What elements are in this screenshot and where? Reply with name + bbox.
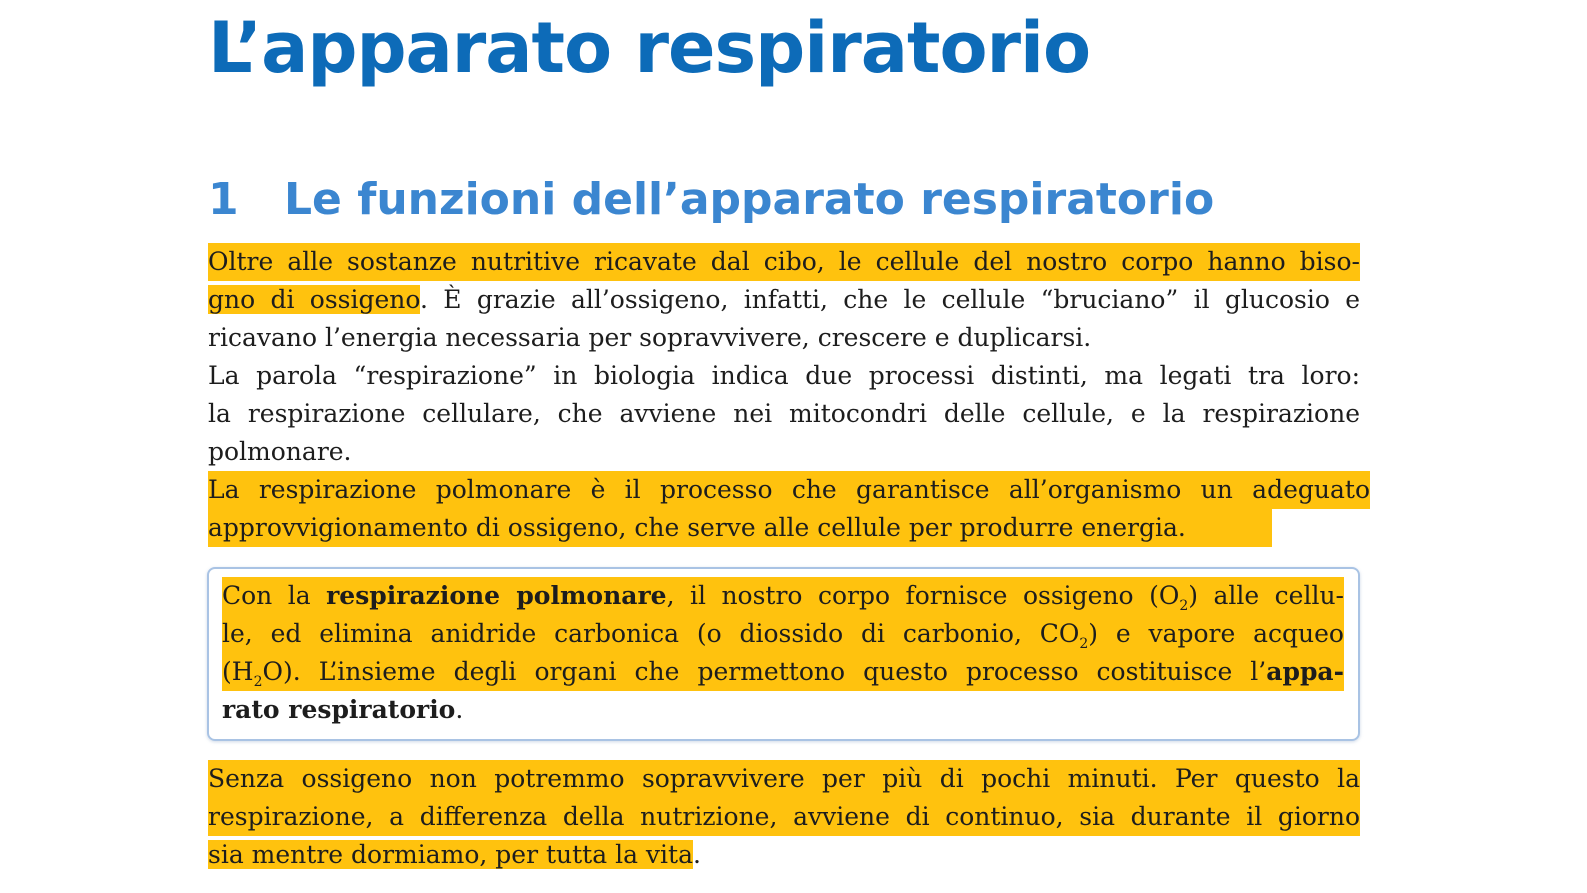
- highlighted-line: respirazione, a differenza della nutrizione, avviene di continuo, sia durante il giorno: [208, 798, 1360, 836]
- bold-term: respirazione polmonare: [326, 581, 667, 610]
- text-line: ricavano l’energia necessaria per sopravvivere, crescere e duplicarsi.: [208, 323, 1092, 352]
- highlighted-line: approvvigionamento di ossigeno, che serve alle cellule per produrre energia.: [208, 509, 1272, 547]
- text-line: sia mentre dormiamo, per tutta la vita.: [208, 840, 701, 869]
- section-title: Le funzioni dell’apparato respiratorio: [284, 174, 1215, 225]
- section-number: 1: [208, 174, 239, 225]
- definition-box-text: [222, 577, 1344, 729]
- paragraph-pulmonary: [208, 471, 1370, 547]
- text-line: rato respiratorio.: [222, 695, 464, 724]
- text-line: polmonare.: [208, 437, 352, 466]
- text-line: gno di ossigeno. È grazie all’ossigeno, infatti, che le cellule “bruciano” il glucosio e: [208, 285, 1361, 314]
- highlighted-line: Con la respirazione polmonare, il nostro corpo fornisce ossigeno $(O_2)$ alle cellu-: [222, 577, 1344, 615]
- paragraph-intro: [208, 243, 1360, 357]
- highlighted-line: Oltre alle sostanze nutritive ricavate dal cibo, le cellule del nostro corpo hanno biso-: [208, 243, 1360, 281]
- section-heading: [208, 168, 1214, 232]
- text-line: La parola “respirazione” in biologia indica due processi distinti, ma legati tra loro:: [208, 361, 1360, 390]
- text-line: la respirazione cellulare, che avviene nei mitocondri delle cellule, e la respirazione: [208, 399, 1360, 428]
- paragraph-definition: [208, 357, 1360, 471]
- highlighted-line: $(H_2O)$. L’insieme degli organi che permettono questo processo costituisce l’appa-: [222, 653, 1344, 691]
- highlighted-text: sia mentre dormiamo, per tutta la vita: [208, 840, 693, 869]
- highlighted-line: Senza ossigeno non potremmo sopravvivere per più di pochi minuti. Per questo la: [208, 760, 1360, 798]
- paragraph-conclusion: [208, 760, 1360, 874]
- highlighted-text: gno di ossigeno: [208, 285, 420, 314]
- bold-term: rato respiratorio: [222, 695, 456, 724]
- bold-term: appa-: [1266, 657, 1344, 686]
- highlighted-line: La respirazione polmonare è il processo che garantisce all’organismo un adeguato: [208, 471, 1370, 509]
- chapter-title: L’apparato respiratorio: [208, 7, 1091, 89]
- highlighted-line: le, ed elimina anidride carbonica (o diossido di carbonio, $CO_2$) e vapore acqueo: [222, 615, 1344, 653]
